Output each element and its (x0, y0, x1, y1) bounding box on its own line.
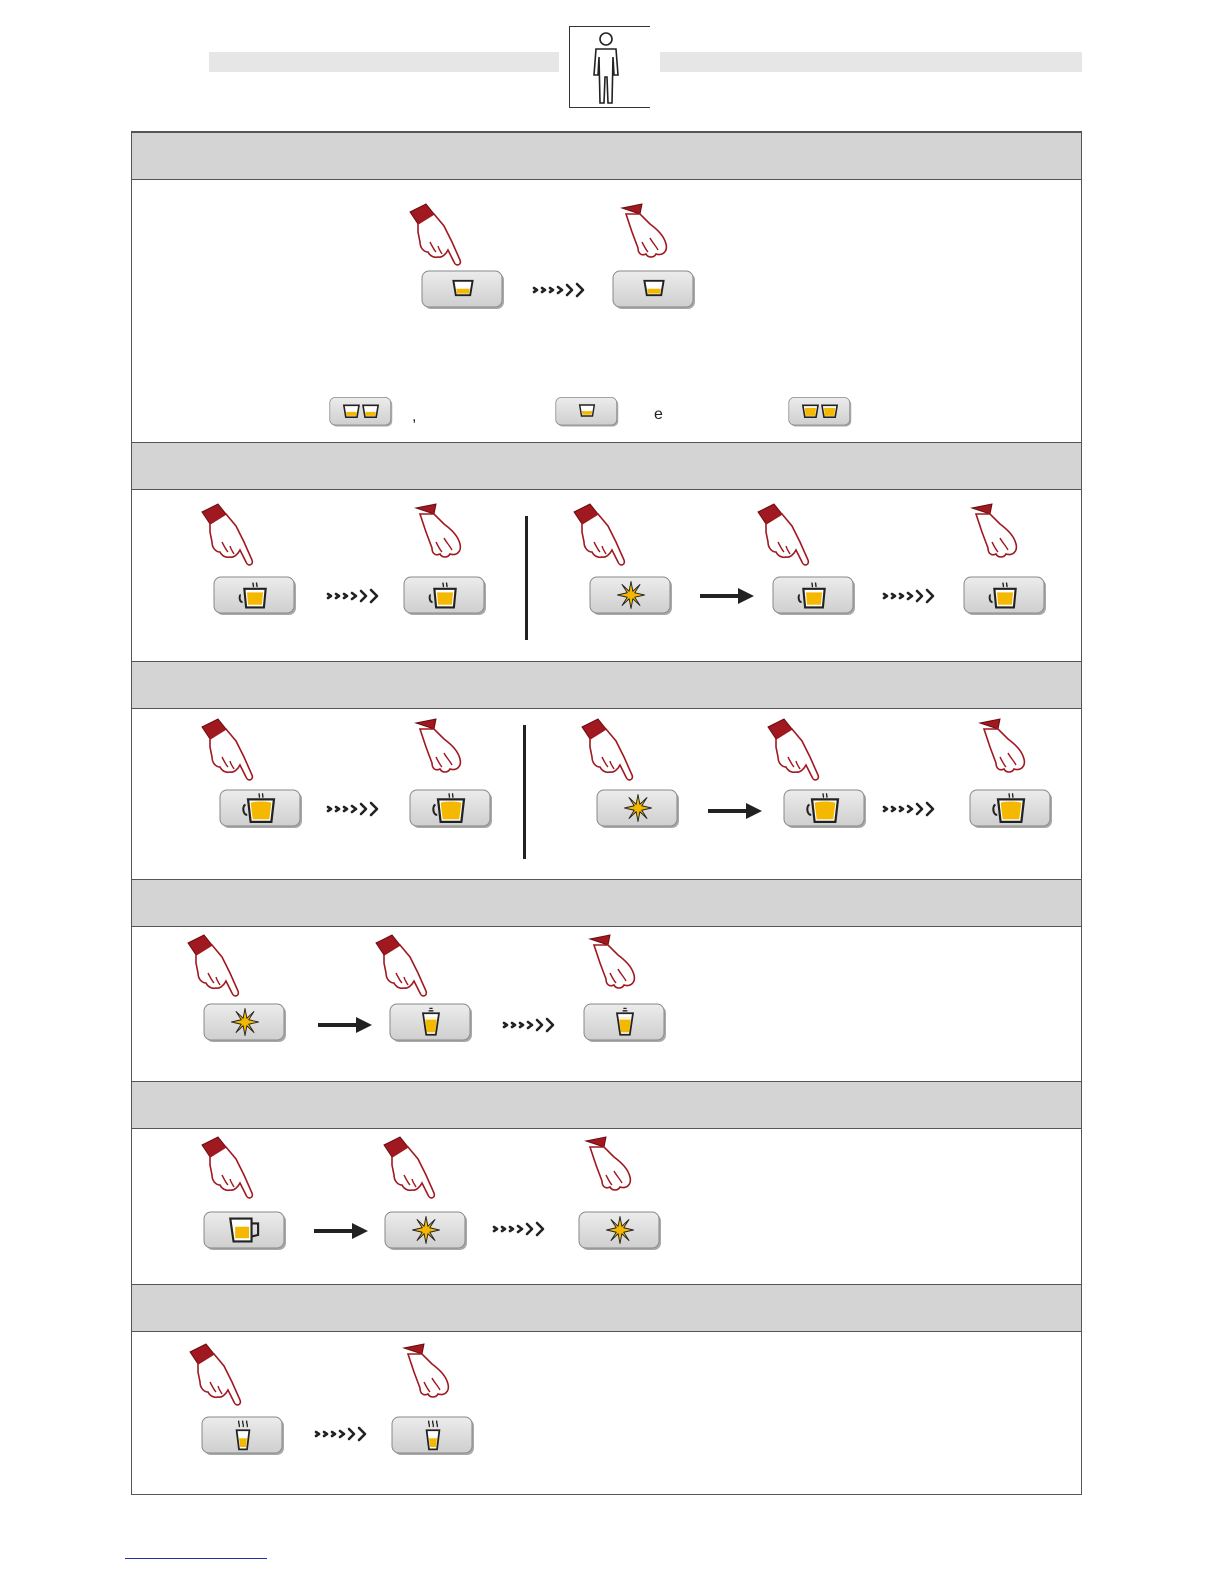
section-2 (132, 490, 1081, 661)
section-1 (132, 180, 1081, 442)
releasing-hand-icon (396, 1342, 460, 1408)
pressing-hand-icon (766, 717, 830, 783)
dotted-arrow-icon (326, 586, 386, 606)
solid-arrow-icon (706, 801, 766, 821)
single-cup-button-released[interactable] (612, 270, 696, 310)
dotted-arrow-icon (492, 1219, 552, 1239)
section-band-6 (132, 1284, 1081, 1332)
large-cappuccino-button[interactable] (219, 789, 303, 829)
releasing-hand-icon (408, 502, 472, 568)
milk-jug-button[interactable] (203, 1211, 287, 1251)
releasing-hand-icon (972, 717, 1036, 783)
latte-glass-button[interactable] (389, 1003, 473, 1043)
dotted-arrow-icon (314, 1424, 374, 1444)
light-burst-button[interactable] (596, 789, 680, 829)
releasing-hand-icon (614, 202, 678, 268)
header-icon-box (569, 26, 650, 108)
pressing-hand-icon (408, 202, 472, 268)
vertical-divider (523, 725, 526, 859)
releasing-hand-icon (964, 502, 1028, 568)
section-5 (132, 1129, 1081, 1284)
large-cappuccino-button[interactable] (783, 789, 867, 829)
pressing-hand-icon (572, 502, 636, 568)
section-4 (132, 927, 1081, 1081)
cappuccino-button-released[interactable] (403, 576, 487, 616)
section-6 (132, 1332, 1081, 1492)
double-cup-button[interactable] (329, 396, 393, 428)
section-band-4 (132, 879, 1081, 927)
light-burst-button[interactable] (384, 1211, 468, 1251)
header-bar-right (660, 52, 1082, 72)
cappuccino-button-released[interactable] (963, 576, 1047, 616)
section-band-3 (132, 661, 1081, 709)
dotted-arrow-icon (326, 799, 386, 819)
section-band-5 (132, 1081, 1081, 1129)
double-cup-full-button[interactable] (788, 396, 852, 428)
instruction-frame (131, 131, 1082, 1495)
person-icon (570, 27, 650, 107)
solid-arrow-icon (312, 1221, 372, 1241)
releasing-hand-icon (578, 1135, 642, 1201)
large-cappuccino-button-released[interactable] (969, 789, 1053, 829)
pressing-hand-icon (186, 933, 250, 999)
solid-arrow-icon (698, 586, 758, 606)
section-3 (132, 709, 1081, 879)
header-bar-left (209, 52, 559, 72)
pressing-hand-icon (382, 1135, 446, 1201)
section-band-2 (132, 442, 1081, 490)
light-burst-button[interactable] (203, 1003, 287, 1043)
pressing-hand-icon (756, 502, 820, 568)
large-cappuccino-button-released[interactable] (409, 789, 493, 829)
dotted-arrow-icon (502, 1015, 562, 1035)
hot-water-button[interactable] (201, 1416, 285, 1456)
separator-comma: , (412, 408, 417, 425)
dotted-arrow-icon (882, 586, 942, 606)
releasing-hand-icon (582, 933, 646, 999)
pressing-hand-icon (580, 717, 644, 783)
pressing-hand-icon (200, 1135, 264, 1201)
pressing-hand-icon (200, 502, 264, 568)
separator-e: e (654, 406, 663, 423)
light-burst-button-released[interactable] (578, 1211, 662, 1251)
pressing-hand-icon (200, 717, 264, 783)
hot-water-button-released[interactable] (391, 1416, 475, 1456)
dotted-arrow-icon (532, 280, 592, 300)
footer-underline (125, 1558, 267, 1559)
pressing-hand-icon (374, 933, 438, 999)
dotted-arrow-icon (882, 799, 942, 819)
cappuccino-button[interactable] (213, 576, 297, 616)
section-band-1 (132, 132, 1081, 180)
cappuccino-button[interactable] (772, 576, 856, 616)
vertical-divider (525, 516, 528, 640)
light-burst-button[interactable] (589, 576, 673, 616)
single-cup-button[interactable] (421, 270, 505, 310)
releasing-hand-icon (408, 717, 472, 783)
latte-glass-button-released[interactable] (583, 1003, 667, 1043)
solid-arrow-icon (316, 1015, 376, 1035)
pressing-hand-icon (188, 1342, 252, 1408)
single-cup-button-small[interactable] (555, 396, 619, 428)
